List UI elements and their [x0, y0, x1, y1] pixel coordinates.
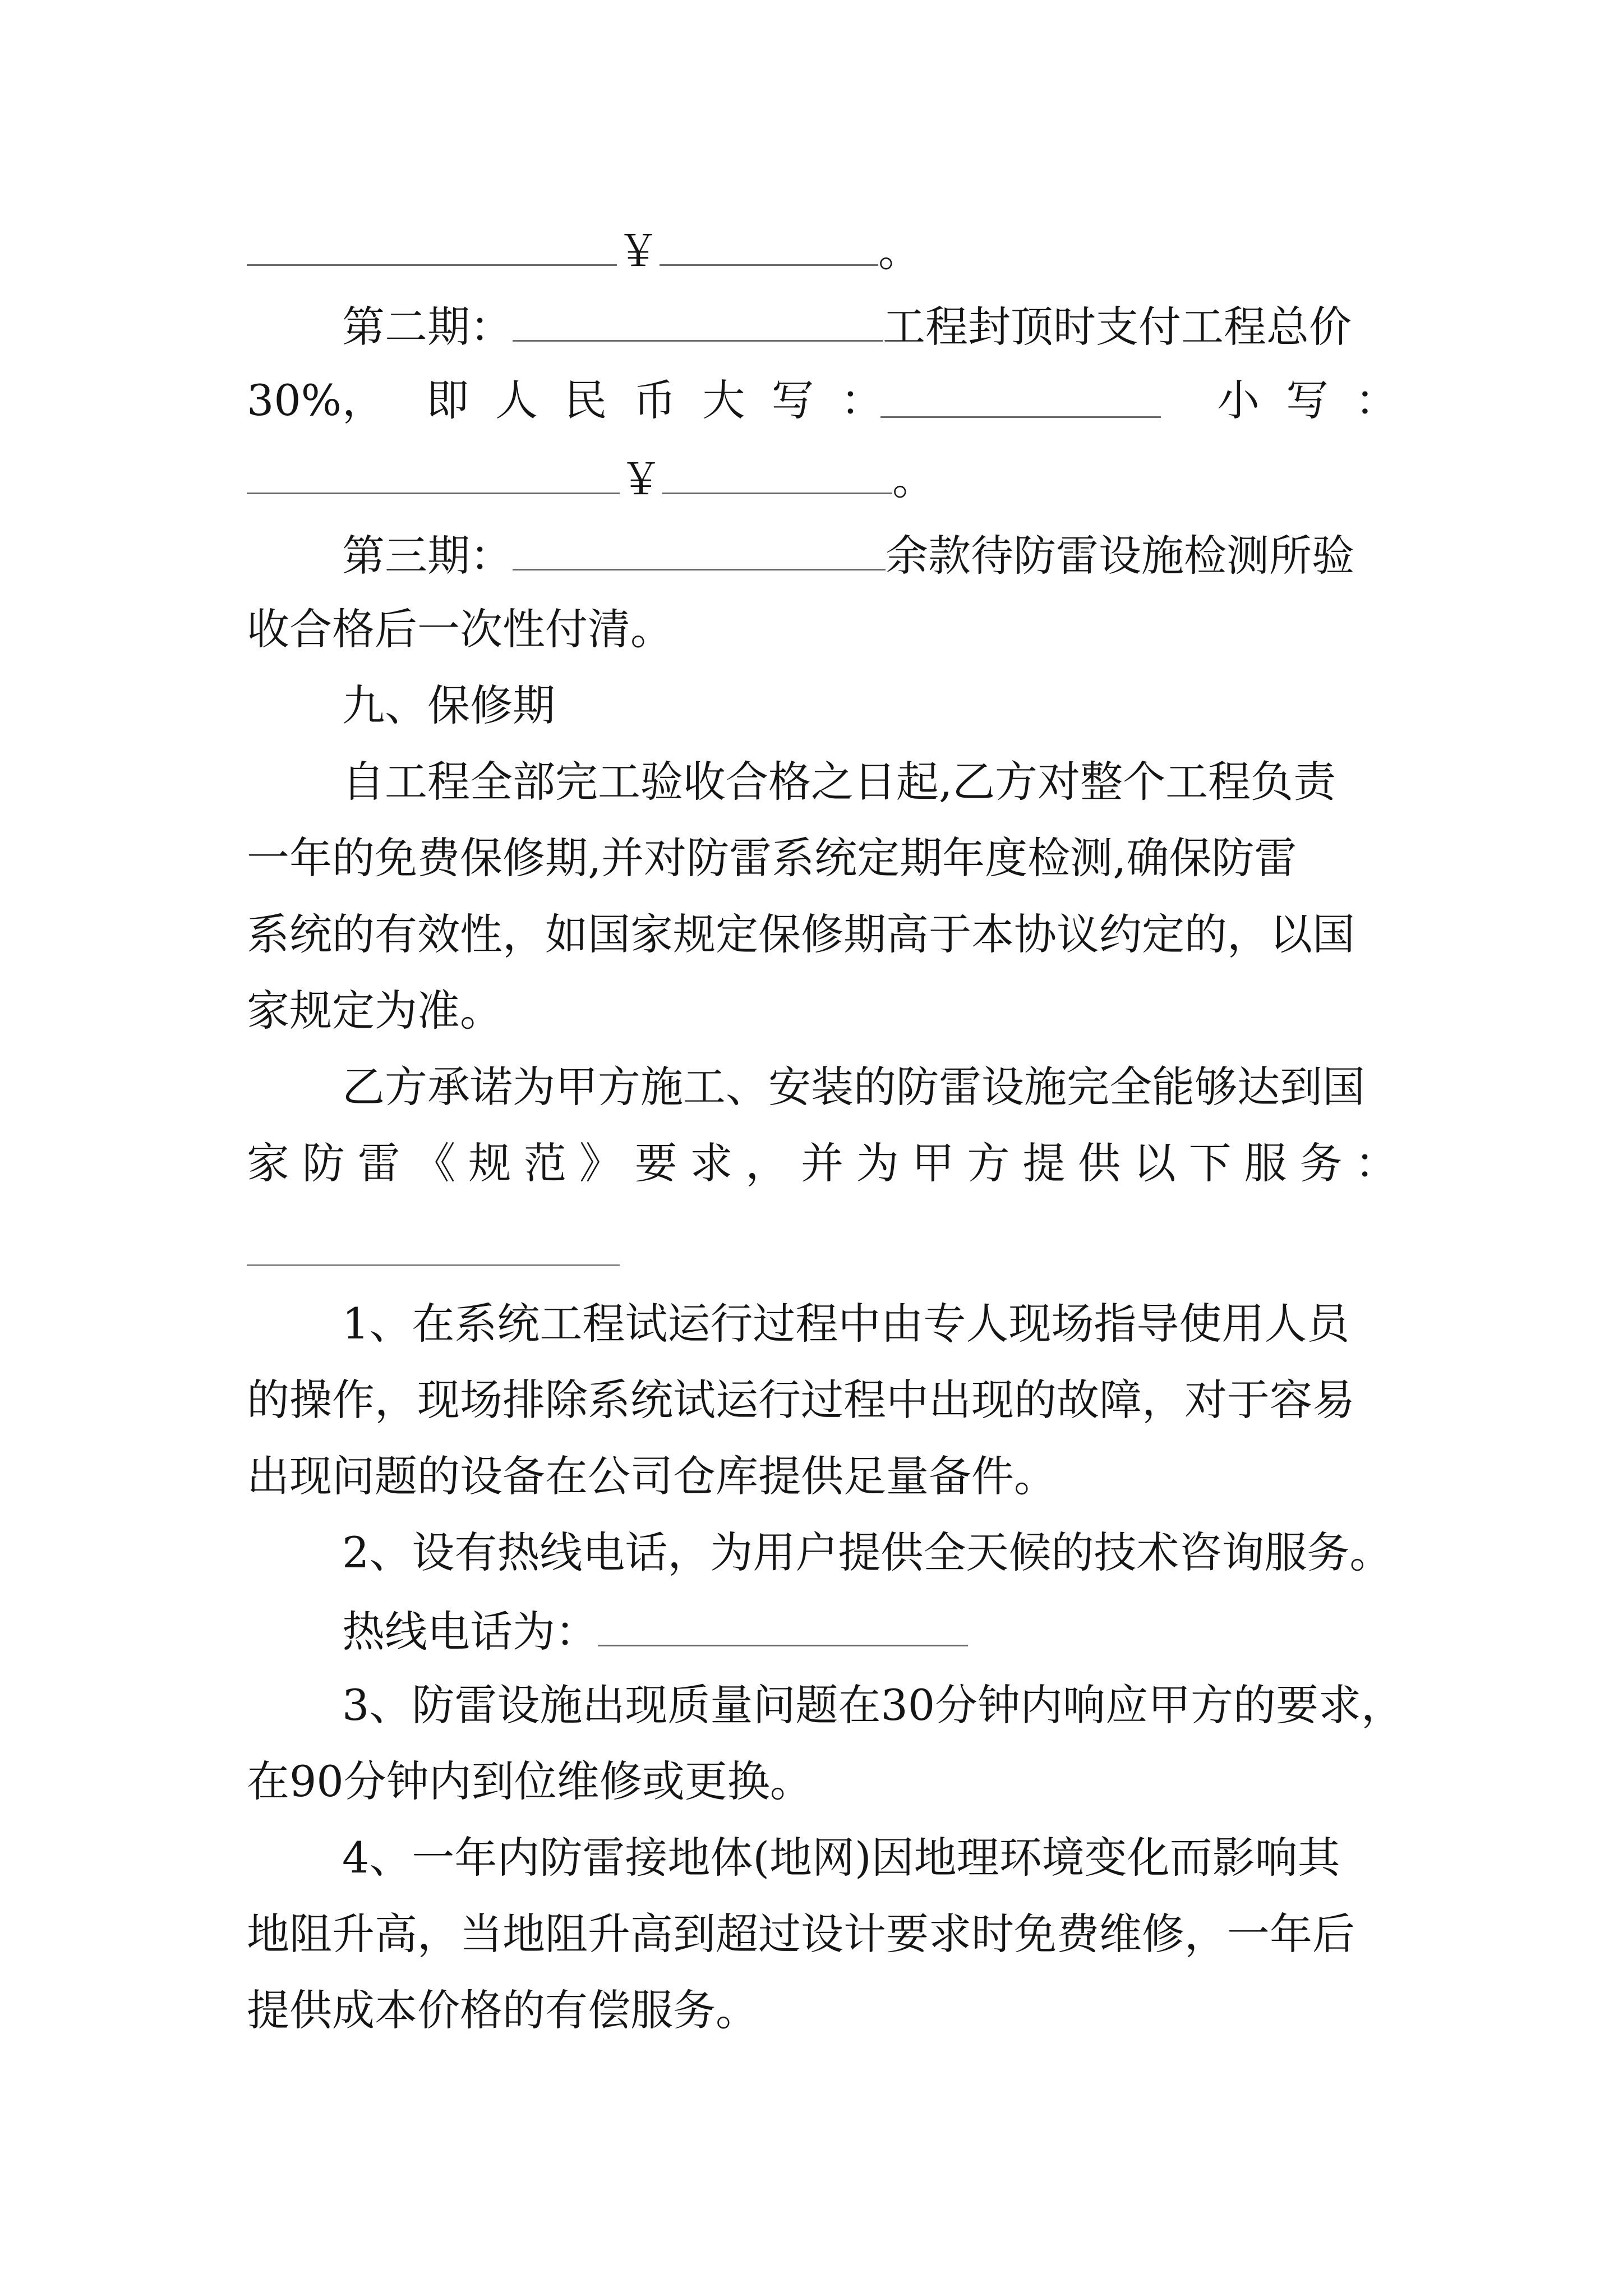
section-heading: 九、保修期: [342, 680, 555, 730]
payment-phase-3: 第三期： 余款待防雷设施检测所验: [342, 531, 1354, 581]
text-line: 1、在系统工程试运行过程中由专人现场指导使用人员: [342, 1299, 1350, 1349]
yen-sign: ￥: [620, 454, 662, 504]
text-line: 地阻升高，当地阻升高到超过设计要求时免费维修，一年后: [247, 1909, 1355, 1959]
payment-line-1-amount: ￥ 。: [247, 227, 921, 273]
payment-phase-2-amount: ￥ 。: [247, 455, 935, 501]
text-line: 乙方承诺为甲方施工、安装的防雷设施完全能够达到国: [342, 1062, 1365, 1112]
phase-label: 第二期：: [342, 302, 513, 352]
separator-line: [247, 1264, 620, 1266]
amount-blank[interactable]: [662, 455, 892, 494]
phase-blank[interactable]: [513, 532, 886, 570]
hotline-line: 热线电话为：: [342, 1608, 968, 1653]
amount-blank[interactable]: [247, 227, 617, 266]
text-line: 出现问题的设备在公司仓库提供足量备件。: [247, 1451, 1057, 1501]
phase-blank[interactable]: [513, 303, 883, 342]
text-line: 的操作，现场排除系统试运行过程中出现的故障，对于容易: [247, 1375, 1355, 1425]
text-line: 家防雷《规范》要求，并为甲方提供以下服务：: [247, 1138, 1410, 1188]
text-line: 4、一年内防雷接地体(地网)因地理环境变化而影响其: [342, 1833, 1340, 1883]
amount-blank[interactable]: [660, 227, 878, 266]
payment-phase-2: 第二期： 工程封顶时支付工程总价: [342, 302, 1352, 352]
amount-blank[interactable]: [247, 455, 620, 494]
text-line: 自工程全部完工验收合格之日起,乙方对整个工程负责: [342, 757, 1336, 807]
text-line: 系统的有效性，如国家规定保修期高于本协议约定的，以国: [247, 909, 1355, 959]
text-line: 收合格后一次性付清。: [247, 604, 673, 654]
yen-sign: ￥: [617, 226, 660, 276]
phase-label: 第三期：: [342, 531, 513, 581]
text-line: 在90分钟内到位维修或更换。: [247, 1756, 813, 1806]
text-line: 家规定为准。: [247, 986, 502, 1036]
hotline-number-blank[interactable]: [598, 1608, 968, 1646]
text-line: 一年的免费保修期,并对防雷系统定期年度检测,确保防雷: [247, 833, 1297, 883]
payment-phase-2-capital: 30% ， 即人民币大写： 小写：: [247, 375, 1424, 425]
text-line: 2、设有热线电话，为用户提供全天候的技术咨询服务。: [342, 1527, 1393, 1577]
text-line: 3、防雷设施出现质量问题在30分钟内响应甲方的要求，: [342, 1680, 1404, 1730]
text-line: 提供成本价格的有偿服务。: [247, 1985, 758, 2035]
capital-amount-blank[interactable]: [880, 379, 1161, 418]
